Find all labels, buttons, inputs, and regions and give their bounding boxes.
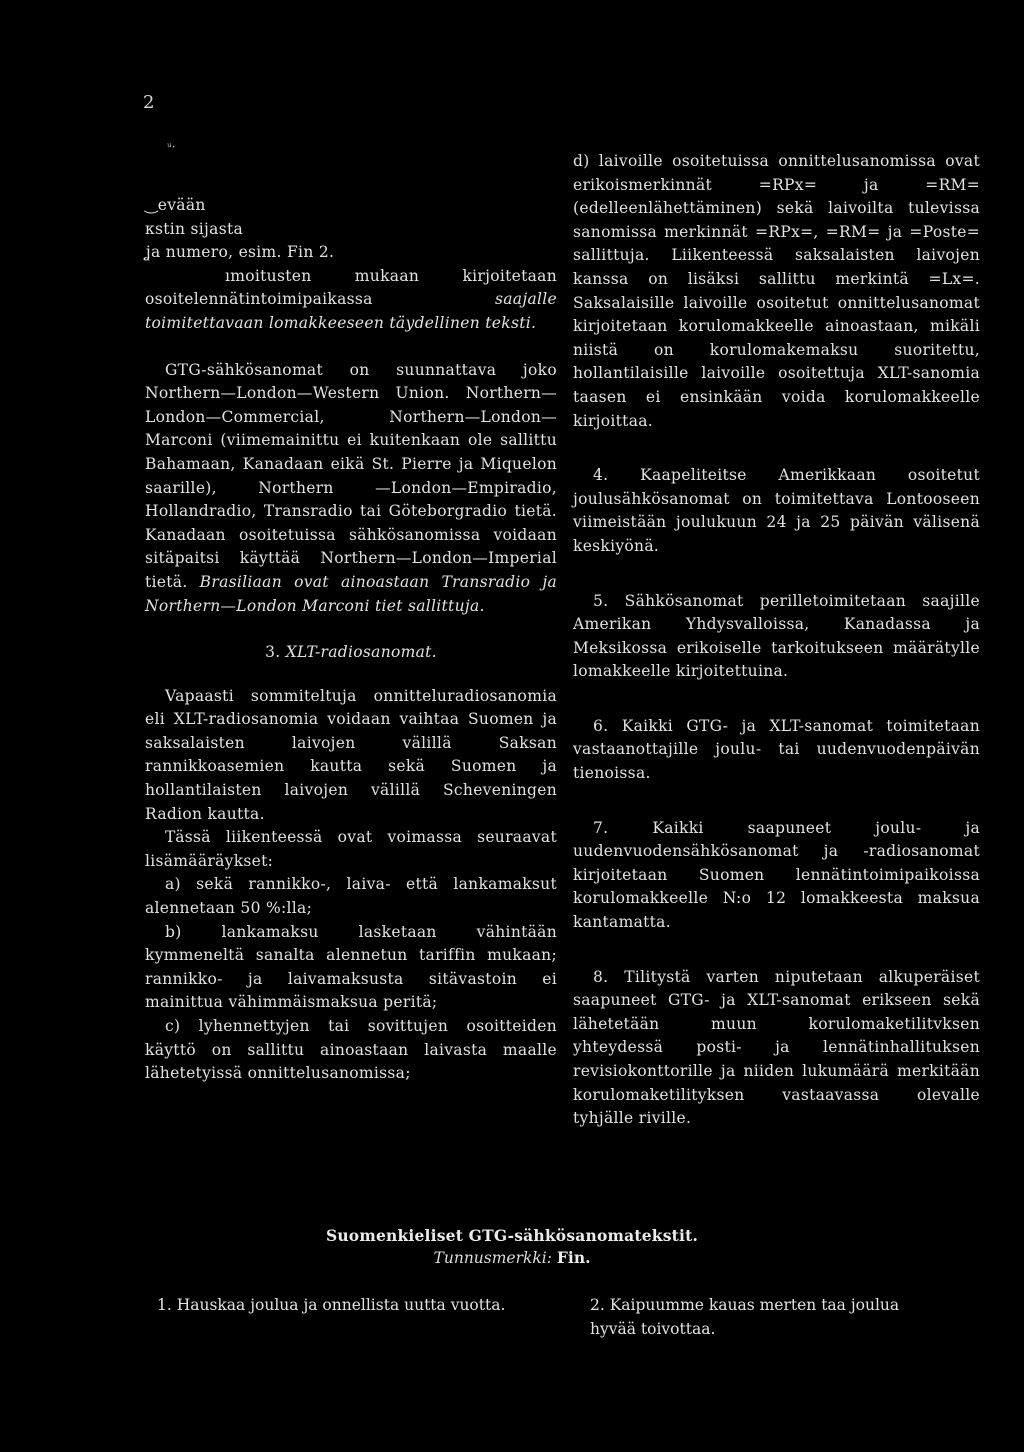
fragment-paragraph-italic: saajalle toimitettavaan lomakkeeseen täydellinen teksti. — [145, 290, 557, 332]
numbered-item-6: 6. Kaikki GTG- ja XLT-sanomat toimitetaan vastaanottajille joulu- tai uudenvuodenpäivän tienoissa. — [573, 716, 980, 783]
rules-paragraph: Tässä liikenteessä ovat voimassa seuraavat lisämääräykset: — [145, 828, 557, 870]
numbered-item-8: 8. Tilitystä varten niputetaan alkuperäiset saapuneet GTG- ja XLT-sanomat erikseen sekä lähetetään muun korulomaketilitvksen yhteydessä posti- ja lennätinhallituksen revisiokonttorille ja niiden lukumäärä merkitään korulomaketilityksen vastaavassa olevalle tyhjälle riville. — [573, 967, 980, 1128]
numbered-item-5: 5. Sähkösanomat perilletoimitetaan saajille Amerikan Yhdysvalloissa, Kanadassa ja Meksikossa erikoiselle tarkoitukseen määrätylle lomakkeelle kirjoitettuina. — [573, 591, 980, 681]
fragment-line-2: ᴋstin sijasta — [145, 219, 244, 238]
numbered-item-4: 4. Kaapeliteitse Amerikkaan osoitetut joulusähkösanomat on toimitettava Lontooseen viimeistään joulukuun 24 ja 25 päivän välisenä keskiyönä. — [573, 466, 980, 555]
subheading-label: Tunnusmerkki: — [433, 1249, 552, 1267]
list-item-b: b) lankamaksu lasketaan vähintään kymmeneltä sanalta alennetun tariffin mukaan; rannikko- ja laivamaksusta sitävastoin ei mainittua vähimmäismaksua peritä; — [145, 922, 557, 1012]
fragment-line-1: ‿evään — [145, 196, 206, 214]
margin-mark: ᵘ· — [167, 140, 176, 154]
fin-text-2: 2. Kaipuumme kauas merten taa joulua hyvää toivottaa. — [590, 1296, 900, 1338]
subheading-value: Fin. — [556, 1248, 591, 1267]
list-item-c: c) lyhennettyjen tai sovittujen osoitteiden käyttö on sallittu ainoastaan laivasta maalle lähetetyissä onnittelusanomissa; — [145, 1017, 557, 1083]
footer-heading: Suomenkieliset GTG-sähkösanomatekstit. — [325, 1226, 699, 1245]
fin-text-1: 1. Hauskaa joulua ja onnellista uutta vuotta. — [157, 1296, 506, 1314]
page-number: 2 — [143, 92, 155, 113]
section-3-title: XLT-radiosanomat. — [285, 643, 437, 662]
section-3-heading — [145, 641, 557, 665]
list-item-a: a) sekä rannikko-, laiva- että lankamaksut alennetaan 50 %:lla; — [145, 875, 557, 918]
fragment-line-3: ʝa numero, esim. Fin 2. — [145, 243, 335, 262]
gtg-paragraph-text: GTG-sähkösanomat on suunnattava joko Northern—London—Western Union. Northern—London—Commercial, Northern—London—Marconi (viimemainittu ei kuitenkaan ole sallittu Bahamaan, Kanadaan eikä St. Pierre ja Miquelon saarille), Northern —London—Empiradio, Hollandradio, Transradio tai Göteborgradio tietä. Kanadaan osoitetuissa sähkösanomissa voidaan sitäpaitsi käyttää Northern—London—Imperial tietä. — [145, 360, 557, 591]
list-item-d: d) laivoille osoitetuissa onnittelusanomissa ovat erikoismerkinnät =RPx= ja =RM= (edelleenlähettäminen) sekä laivoilta tulevissa sanomissa merkinnät =RPx=, =RM= ja =Poste= sallittuja. Liikenteessä saksalaisten laivojen kanssa on lisäksi sallittu merkintä =Lx=. Saksalaisille laivoille osoitetut onnittelusanomat kirjoitetaan korulomakkeelle ainoastaan, mikäli niistä on korulomakemaksu suoritettu, hollantilaisille laivoille osoitettuja XLT-sanomia taasen ei ensinkään voida korulomakkeelle kirjoittaa. — [573, 152, 980, 430]
left-column — [145, 150, 557, 1086]
gtg-paragraph — [145, 359, 557, 619]
footer-subheading — [0, 1248, 1024, 1267]
gtg-paragraph-italic: Brasiliaan ovat ainoastaan Transradio ja Northern—London Marconi tiet sallittuja. — [145, 572, 557, 615]
fragment-paragraph-text: ımoitusten mukaan kirjoitetaan osoitelennätintoimipaikassa — [145, 266, 557, 309]
right-column — [573, 150, 980, 1131]
numbered-item-7: 7. Kaikki saapuneet joulu- ja uudenvuodensähkösanomat ja -radiosanomat kirjoitetaan Suomen lennätintoimipaikoissa korulomakkeelle N:o 12 lomakkeesta maksua kantamatta. — [573, 818, 980, 932]
fragment-paragraph — [145, 265, 557, 336]
xlt-paragraph: Vapaasti sommiteltuja onnitteluradiosanomia eli XLT-radiosanomia voidaan vaihtaa Suomen ja saksalaisten laivojen välillä Saksan rannikkoasemien kautta sekä Suomen ja hollantilaisten laivojen välillä Scheveningen Radion kautta. — [145, 686, 557, 823]
section-3-number: 3. — [265, 643, 281, 662]
